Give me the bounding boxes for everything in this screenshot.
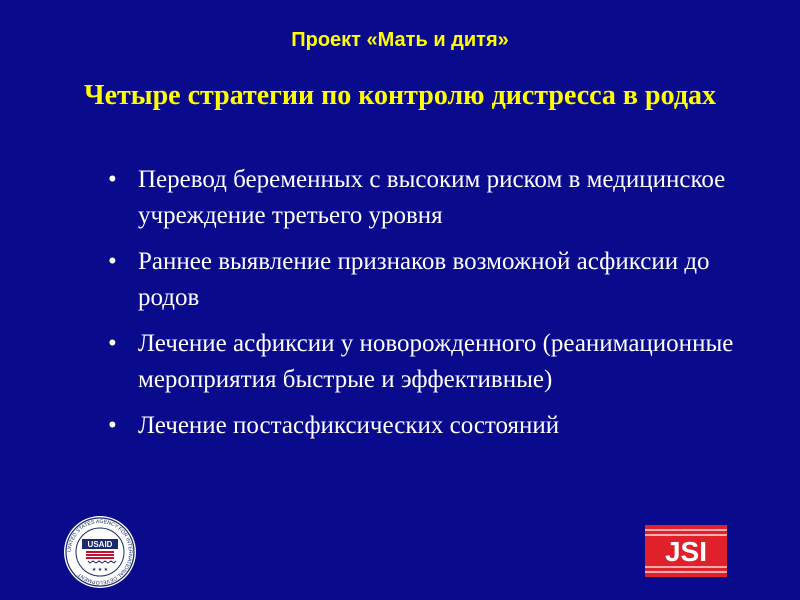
project-title: Проект «Мать и дитя» (291, 29, 509, 51)
bullet-dot: • (108, 412, 117, 439)
bullet-item (104, 326, 744, 398)
bullet-text: Раннее выявление признаков возможной асфиксии до родов (138, 248, 710, 311)
bullet-item (104, 408, 744, 444)
bullet-dot: • (108, 166, 117, 193)
bullet-dot: • (108, 248, 117, 275)
bullet-dot: • (108, 330, 117, 357)
bullet-text: Перевод беременных с высоким риском в медицинское учреждение третьего уровня (138, 166, 726, 229)
bullet-text: Лечение асфиксии у новорожденного (реанимационные мероприятия быстрые и эффективные) (138, 330, 734, 393)
jsi-logo (645, 525, 727, 577)
svg-text:★ ★ ★: ★ ★ ★ (91, 567, 109, 573)
bullet-list (104, 162, 744, 454)
bullet-text: Лечение постасфиксических состояний (138, 412, 560, 439)
usaid-label: USAID (87, 540, 113, 549)
usaid-ring-text: UNITED STATES AGENCY FOR INTERNATIONAL DEVELOPMENT (66, 518, 134, 586)
jsi-label: JSI (664, 536, 708, 567)
usaid-seal-logo (55, 515, 145, 589)
bullet-item (104, 162, 744, 234)
bullet-item (104, 244, 744, 316)
slide-heading: Четыре стратегии по контролю дистресса в родах (84, 80, 716, 111)
